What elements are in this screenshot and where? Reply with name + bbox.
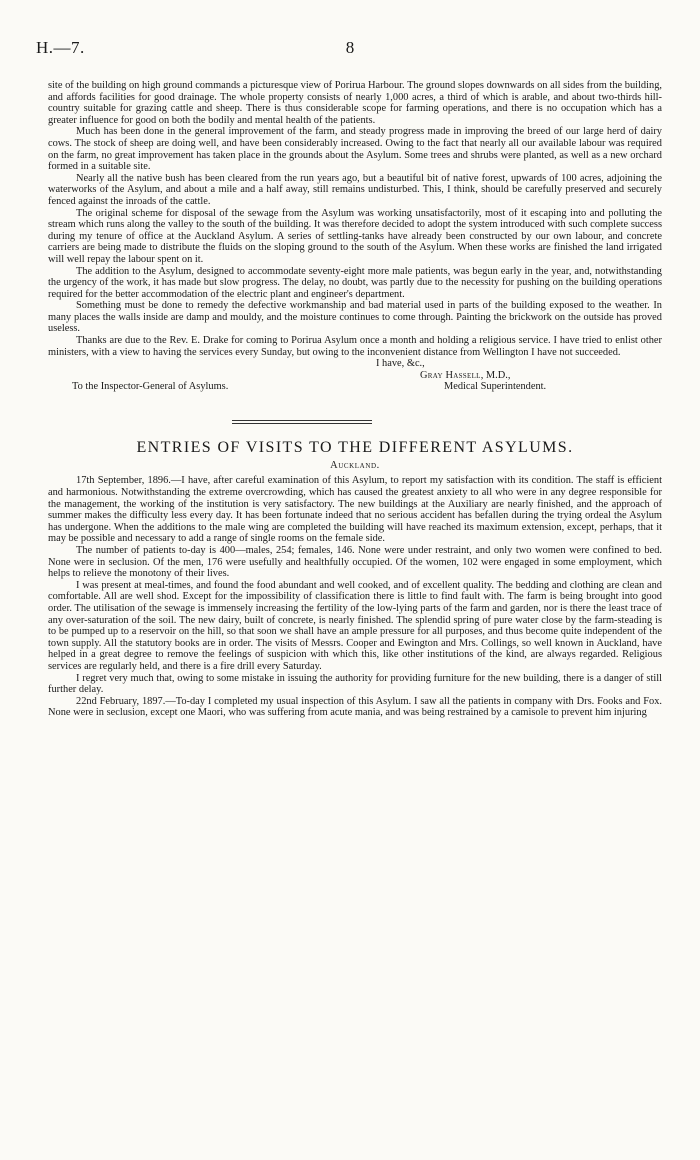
- report-paragraph: site of the building on high ground commands a picturesque view of Porirua Harbour. The ground slopes downwards on all sides from the building, and affords facilities for good drainage. The whole property consists of nearly 1,000 acres, a third of which is arable, and about two-thirds hill-country suitable for grazing cattle and sheep. There is thus considerable scope for farming operations, and there is no occupation which has a greater influence for good on both the bodily and mental health of the patients.: [48, 80, 662, 126]
- report-paragraph: The addition to the Asylum, designed to accommodate seventy-eight more male patients, was begun early in the year, and, notwithstanding the urgency of the work, it has made but slow progress. The delay, no doubt, was partly due to the necessity for pushing on the building operations required for the better accommodation of the electric plant and engineer's department.: [48, 265, 662, 300]
- document-reference: H.—7.: [36, 38, 85, 57]
- page-header: [36, 38, 664, 60]
- signoff-title: Medical Superintendent.: [444, 381, 547, 393]
- report-paragraph: Something must be done to remedy the defective workmanship and bad material used in parts of the building exposed to the weather. In many places the walls inside are damp and mouldy, and the moisture continues to come through. Painting the brickwork on the outside has proved useless.: [48, 300, 662, 335]
- section-title: ENTRIES OF VISITS TO THE DIFFERENT ASYLUMS.: [136, 439, 574, 457]
- entry-paragraph: The number of patients to-day is 400—males, 254; females, 146. None were under restraint, and only two women were confined to bed. None were in seclusion. Of the men, 176 were usefully and healthfully occupied. Of the women, 102 were engaged in some employment, which helps to relieve the monotony of their lives.: [48, 545, 662, 580]
- section-subtitle: Auckland.: [330, 459, 380, 471]
- entry-paragraph: 22nd February, 1897.—To-day I completed my usual inspection of this Asylum. I saw all the patients in company with Drs. Fooks and Fox. None were in seclusion, except one Maori, who was suffering from acute mania, and was being restrained by a camisole to prevent him injuring: [48, 695, 662, 719]
- entry-paragraph: I was present at meal-times, and found the food abundant and well cooked, and of excellent quality. The bedding and clothing are clean and comfortable. All are well shod. Except for the impossibility of classification there is little to find fault with. The farm is being brought into good order. The utilisation of the sewage is immensely increasing the fertility of the low-lying parts of the farm and garden, nor is there the least trace of any over-saturation of the soil. The new dairy, built of concrete, is nearly finished. The splendid spring of pure water close by the farm-steading is to be pumped up to a reservoir on the hill, so that soon we shall have an ample pressure for all purposes, and thus become quite independent of the town supply. All the statutory books are in order. The visits of Messrs. Cooper and Ewington and Mrs. Collings, so well known in Auckland, have helped in a great degree to remove the feelings of suspicion with which this, like other institutions of the kind, are always regarded. Religious services are regularly held, and there is a fire drill every Saturday.: [48, 579, 662, 672]
- signoff-name: [420, 370, 510, 382]
- signoff-degree: , M.D.,: [480, 369, 511, 381]
- divider-line: [232, 423, 372, 424]
- signoff-closing: I have, &c.,: [376, 358, 425, 370]
- entry-paragraph: 17th September, 1896.—I have, after careful examination of this Asylum, to report my satisfaction with its condition. The staff is efficient and harmonious. Notwithstanding the extreme overcrowding, which has caused the greatest anxiety to all who were in any degree responsible for the management, the working of the institution is very satisfactory. The new buildings at the Auxiliary are nearly finished, and the approach of summer makes the difficulty less every day. It has been fortunate indeed that no serious accident has befallen during the trying ordeal the Asylum has undergone. When the additions to the male wing are completed the building will have reached its maximum extension, except, perhaps, that it may be possible and necessary to add a range of single rooms on the female side.: [48, 475, 662, 545]
- report-paragraph: Much has been done in the general improvement of the farm, and steady progress made in improving the breed of our large herd of dairy cows. The stock of sheep are doing well, and have been considerably increased. Owing to the fact that nearly all our available labour was required on the farm, no great improvement has taken place in the grounds about the Asylum. Some trees and shrubs were planted, as well as a new orchard formed in a suitable site.: [48, 126, 662, 173]
- report-signoff: [48, 358, 662, 406]
- signoff-last-name: Hassell: [445, 369, 481, 381]
- report-paragraph: Thanks are due to the Rev. E. Drake for coming to Porirua Asylum once a month and holding a religious service. I have tried to enlist other ministers, with a view to having the services every Sunday, but owing to the inconvenient distance from Wellington I have not succeeded.: [48, 335, 662, 358]
- divider-line: [232, 420, 372, 421]
- report-paragraph: Nearly all the native bush has been cleared from the run years ago, but a beautiful bit of native forest, upwards of 100 acres, adjoining the waterworks of the Asylum, and about a mile and a half away, still remains undisturbed. This, I think, should be carefully preserved and securely fenced against the inroads of the cattle.: [48, 172, 662, 207]
- entry-paragraph: I regret very much that, owing to some mistake in issuing the authority for providing furniture for the new building, there is a danger of still further delay.: [48, 672, 662, 696]
- section-divider: [48, 406, 662, 436]
- report-paragraph: The original scheme for disposal of the sewage from the Asylum was working unsatisfactorily, most of it escaping into and polluting the stream which runs along the valley to the south of the building. It was therefore decided to adopt the system introduced with such complete success during my tenure of office at the Auckland Asylum. A series of settling-tanks have already been constructed by our own labour, and concrete carriers are being made to distribute the fluids on the sloping ground to the south of the Asylum. When these works are finished the land irrigated will well repay the labour spent on it.: [48, 207, 662, 265]
- signoff-first-name: Gray: [420, 369, 443, 381]
- page-body: [48, 80, 662, 719]
- signoff-addressee: To the Inspector-General of Asylums.: [72, 381, 229, 393]
- page-number: 8: [345, 38, 355, 57]
